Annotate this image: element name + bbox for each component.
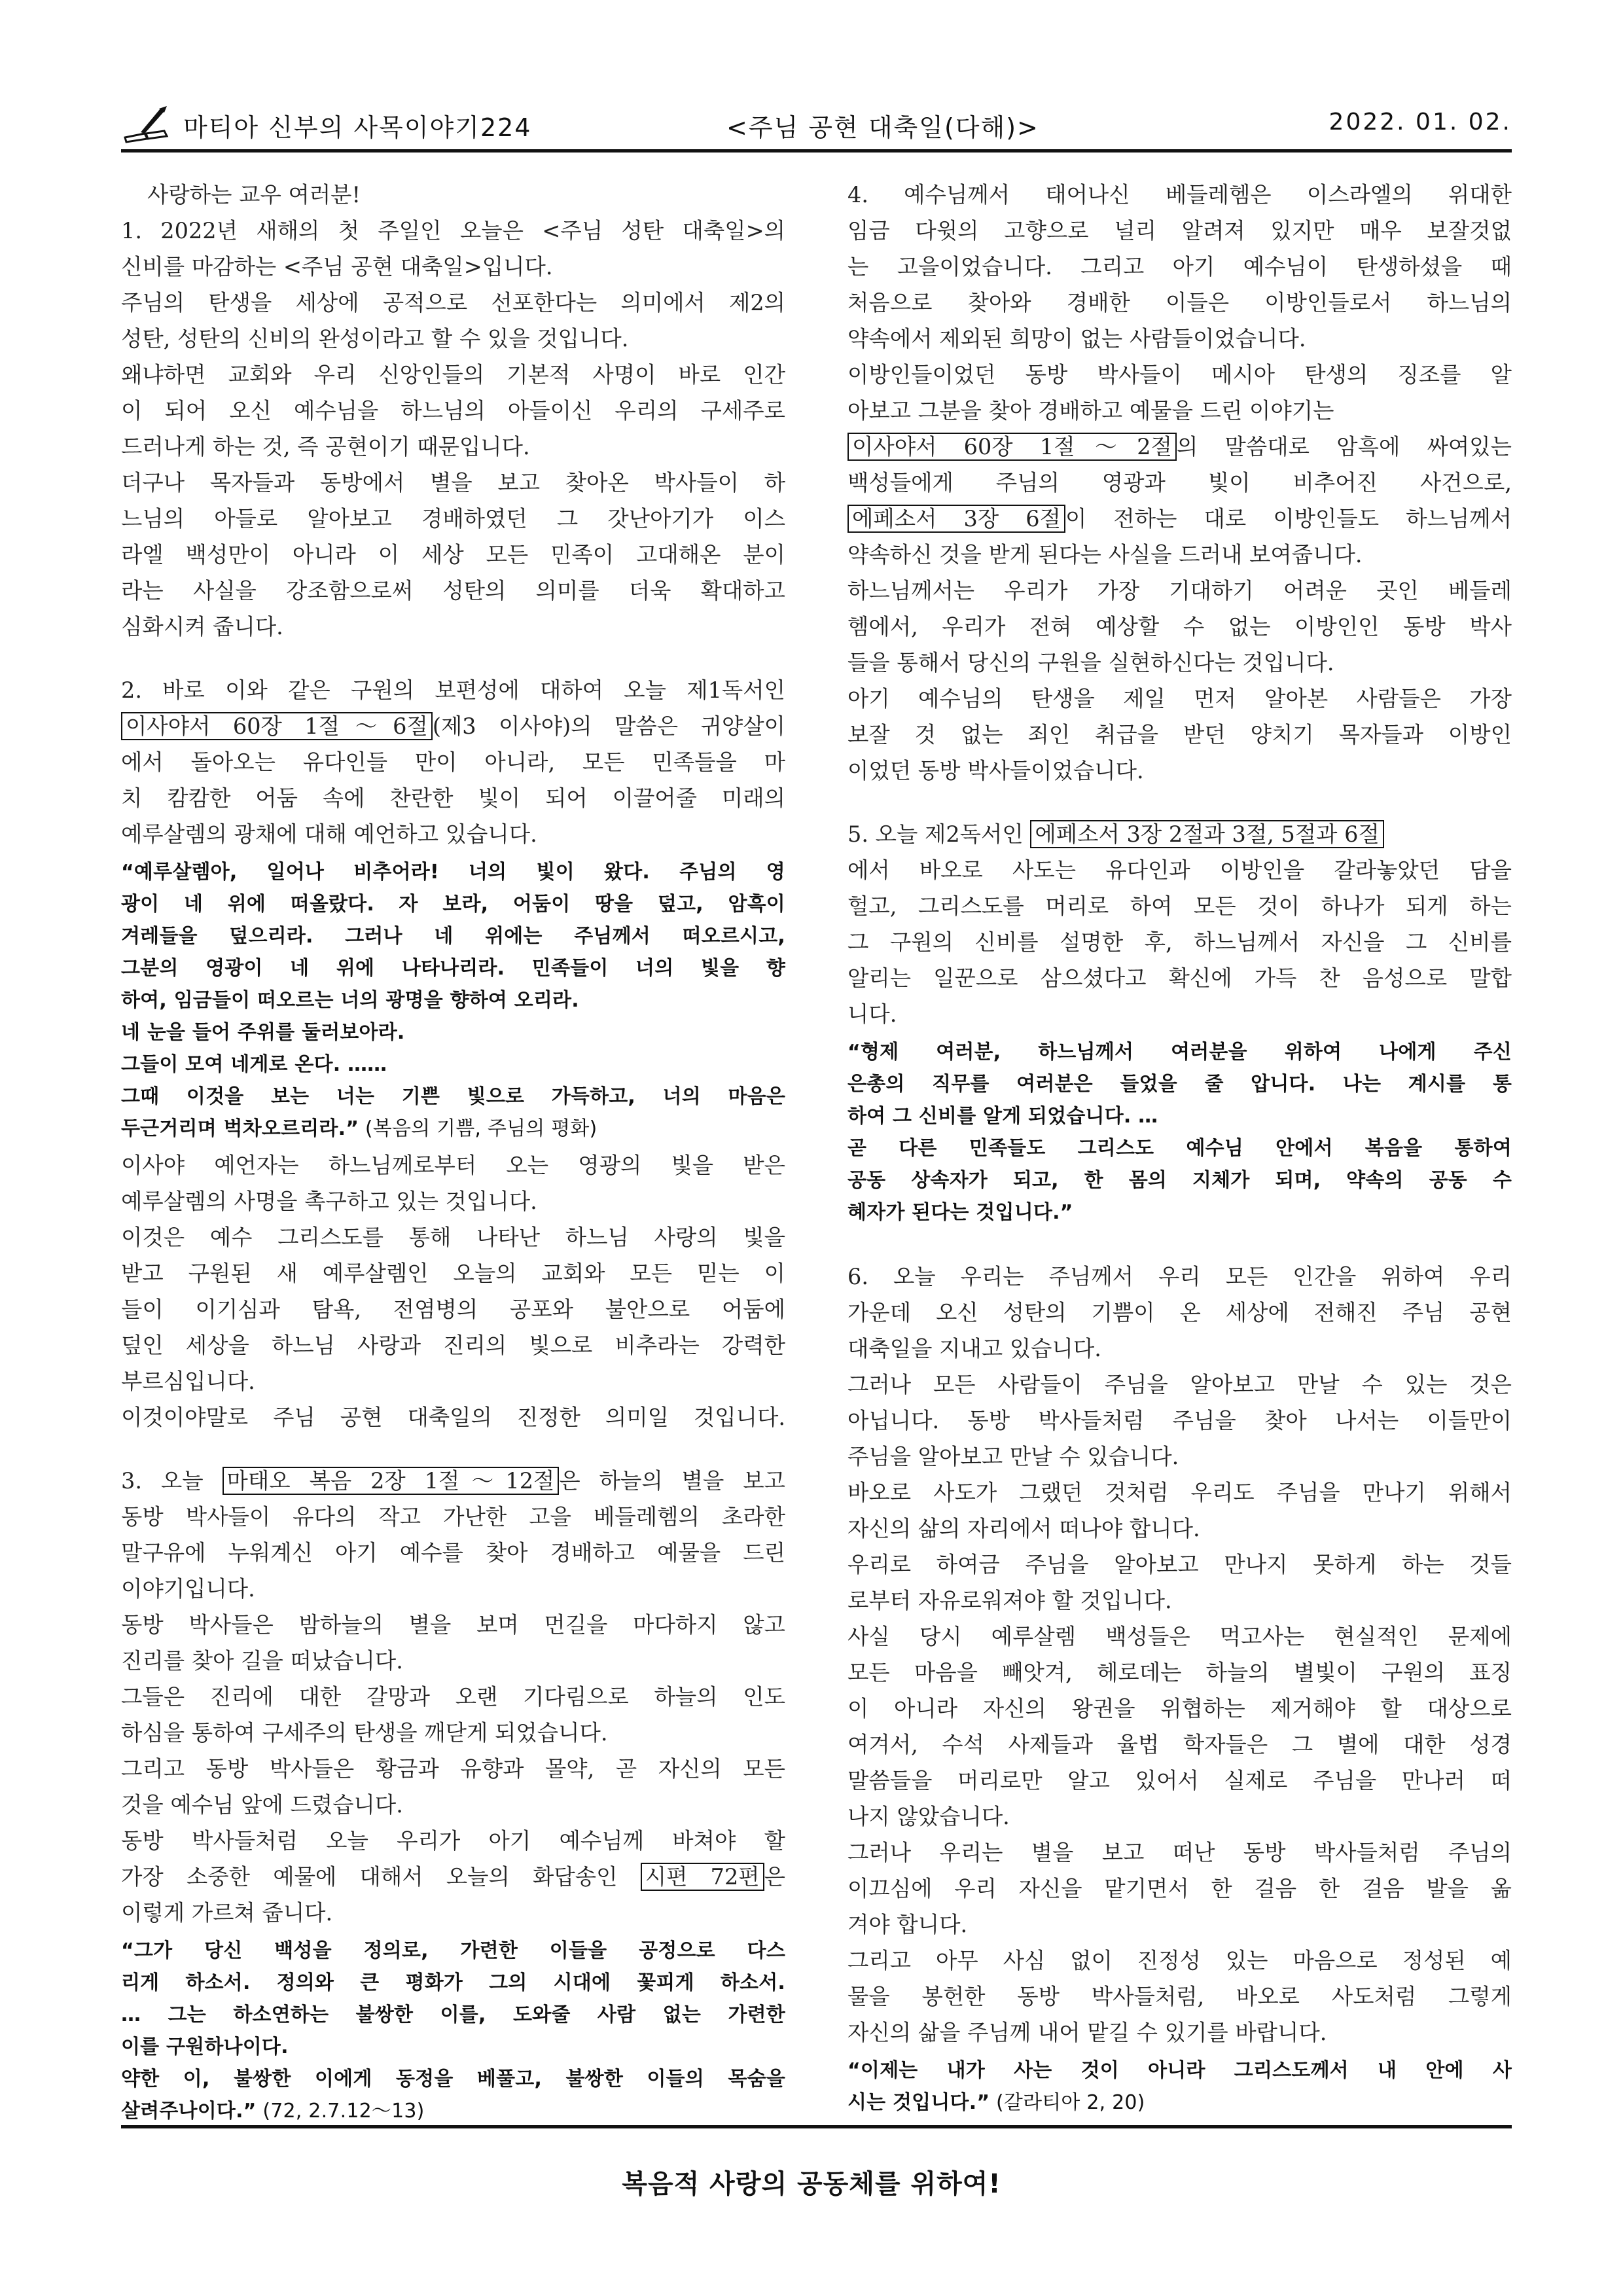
section-1: 1. 2022년 새해의 첫 주일인 오늘은 <주님 성탄 대축일>의 신비를 마감하는 <주님 공현 대축일>입니다. 주님의 탄생을 세상에 공적으로 선포한다는 의미에서 제2의 성탄, 성탄의 신비의 완성이라고 할 수 있을 것입니다. 왜냐하면 교회와 우리 신앙인들의 기본적 사명이 바로 인간 이 되어 오신 예수님을 하느님의 아들이신 우리의 구세주로 드러나게 하는 것, 즉 공현이기 때문입니다. 더구나 목자들과 동방에서 별을 보고 찾아온 박사들이 하 느님의 아들로 알아보고 경배하였던 그 갓난아기가 이스 라엘 백성만이 아니라 이 세상 모든 민족이 고대해온 분이 라는 사실을 강조함으로써 성탄의 의미를 더욱 확대하고 심화시켜 줍니다. — [121, 218, 785, 639]
celebration-title: <주님 공현 대축일(다해)> — [726, 113, 1039, 142]
quote-source: (갈라티아 2, 20) — [990, 2091, 1145, 2114]
section-4: 4. 예수님께서 태어나신 베들레헴은 이스라엘의 위대한 임금 다윗의 고향으로 널리 알려져 있지만 매우 보잘것없 는 고을이었습니다. 그리고 아기 예수님이 탄생하셨을 때 처음으로 찾아와 경배한 이들은 이방인들로서 하느님의 약속에서 제외된 희망이 없는 사람들이었습니다. 이방인들이었던 동방 박사들이 메시아 탄생의 징조를 알 아보고 그분을 찾아 경배하고 예물을 드린 이야기는 이사야서 60장 1절～2절 의 말씀대로 암흑에 싸여있는 백성들에게 주님의 영광과 빛이 비추어진 사건으로, 에페소서 3장 6절 이 전하는 대로 이방인들도 하느님께서 약속하신 것을 받게 된다는 사실을 드러내 보여줍니다. 하느님께서는 우리가 가장 기대하기 어려운 곳인 베들레 헴에서, 우리가 전혀 예상할 수 없는 이방인인 동방 박사 들을 통해서 당신의 구원을 실현하신다는 것입니다. 아기 예수님의 탄생을 제일 먼저 알아본 사람들은 가장 보잘 것 없는 죄인 취급을 받던 양치기 목자들과 이방인 이었던 동방 박사들이었습니다. — [847, 182, 1512, 783]
footer-divider — [121, 2125, 1512, 2128]
right-column — [847, 177, 1512, 2121]
newsletter-title: 마티아 신부의 사목이야기224 — [183, 113, 532, 142]
quote-isaiah: “예루살렘아, 일어나 비추어라! 너의 빛이 왔다. 주님의 영 광이 네 위에 떠올랐다. 자 보라, 어둠이 땅을 덮고, 암흑이 겨레들을 덮으리라. 그러나 네 위에는 주님께서 떠오르시고, 그분의 영광이 네 위에 나타나리라. 민족들이 너의 빛을 향 하여, 임금들이 떠오르는 너의 광명을 향하여 오리라. 네 눈을 들어 주위를 둘러보아라. 그들이 모여 네게로 온다. …… 그때 이것을 보는 너는 기쁜 빛으로 가득하고, 너의 마음은 두근거리며 벅차오르리라.” (복음의 기쁨, 주님의 평화) — [121, 861, 785, 1140]
left-column — [121, 177, 785, 2130]
quote-source: (72, 2.7.12～13) — [256, 2100, 425, 2123]
scripture-ref-ephesians-3-2-6: 에페소서 3장 2절과 3절, 5절과 6절 — [1030, 820, 1383, 848]
scripture-ref-psalm-72: 시편 72편 — [641, 1863, 764, 1891]
scripture-ref-ephesians-3-6: 에페소서 3장 6절 — [847, 505, 1065, 533]
scripture-ref-matthew-2-1-12: 마태오 복음 2장 1절～12절 — [223, 1467, 560, 1495]
page-header — [121, 105, 1512, 144]
issue-date: 2022. 01. 02. — [1329, 109, 1512, 135]
greeting: 사랑하는 교우 여러분! — [147, 182, 361, 207]
quote-psalm: “그가 당신 백성을 정의로, 가련한 이들을 공정으로 다스 리게 하소서. 정의와 큰 평화가 그의 시대에 꽃피게 하소서. … 그는 하소연하는 불쌍한 이를, 도와줄 사람 없는 가련한 이를 구원하나이다. 약한 이, 불쌍한 이에게 동정을 베풀고, 불쌍한 이들의 목숨을 살려주나이다.” (72, 2.7.12～13) — [121, 1939, 785, 2123]
scripture-ref-isaiah-60-1-2: 이사야서 60장 1절～2절 — [847, 433, 1177, 461]
quill-pen-icon — [121, 105, 173, 144]
scripture-ref-isaiah-60-1-6: 이사야서 60장 1절～6절 — [121, 712, 433, 740]
section-5: 5. 오늘 제2독서인 에페소서 3장 2절과 3절, 5절과 6절 에서 바오로 사도는 유다인과 이방인을 갈라놓았던 담을 헐고, 그리스도를 머리로 하여 모든 것이 하나가 되게 하는 그 구원의 신비를 설명한 후, 하느님께서 자신을 그 신비를 알리는 일꾼으로 삼으셨다고 확신에 가득 찬 음성으로 말합 니다. “형제 여러분, 하느님께서 여러분을 위하여 나에게 주신 은총의 직무를 여러분은 들었을 줄 압니다. 나는 계시를 통 하여 그 신비를 알게 되었습니다. … 곧 다른 민족들도 그리스도 예수님 안에서 복음을 통하여 공동 상속자가 되고, 한 몸의 지체가 되며, 약속의 공동 수 혜자가 된다는 것입니다.” — [847, 816, 1512, 1229]
section-6: 6. 오늘 우리는 주님께서 우리 모든 인간을 위하여 우리 가운데 오신 성탄의 기쁨이 온 세상에 전해진 주님 공현 대축일을 지내고 있습니다. 그러나 모든 사람들이 주님을 알아보고 만날 수 있는 것은 아닙니다. 동방 박사들처럼 주님을 찾아 나서는 이들만이 주님을 알아보고 만날 수 있습니다. 바오로 사도가 그랬던 것처럼 우리도 주님을 만나기 위해서 자신의 삶의 자리에서 떠나야 합니다. 우리로 하여금 주님을 알아보고 만나지 못하게 하는 것들 로부터 자유로워져야 할 것입니다. 사실 당시 예루살렘 백성들은 먹고사는 현실적인 문제에 모든 마음을 빼앗겨, 헤로데는 하늘의 별빛이 구원의 표징 이 아니라 자신의 왕권을 위협하는 제거해야 할 대상으로 여겨서, 수석 사제들과 율법 학자들은 그 별에 대한 성경 말씀들을 머리로만 알고 있어서 실제로 주님을 만나러 떠 나지 않았습니다. 그러나 우리는 별을 보고 떠난 동방 박사들처럼 주님의 이끄심에 우리 자신을 맡기면서 한 걸음 한 걸음 발을 옮 겨야 합니다. 그리고 아무 사심 없이 진정성 있는 마음으로 정성된 예 물을 봉헌한 동방 박사들처럼, 바오로 사도처럼 그렇게 자신의 삶을 주님께 내어 맡길 수 있기를 바랍니다. “이제는 내가 사는 것이 아니라 그리스도께서 내 안에 사 시는 것입니다.” (갈라티아 2, 20) — [847, 1259, 1512, 2119]
footer-motto: 복음적 사랑의 공동체를 위하여! — [622, 2169, 1001, 2199]
quote-galatians: “이제는 내가 사는 것이 아니라 그리스도께서 내 안에 사 시는 것입니다.” (갈라티아 2, 20) — [847, 2059, 1512, 2114]
quote-ephesians: “형제 여러분, 하느님께서 여러분을 위하여 나에게 주신 은총의 직무를 여러분은 들었을 줄 압니다. 나는 계시를 통 하여 그 신비를 알게 되었습니다. … 곧 다른 민족들도 그리스도 예수님 안에서 복음을 통하여 공동 상속자가 되고, 한 몸의 지체가 되며, 약속의 공동 수 혜자가 된다는 것입니다.” — [847, 1041, 1512, 1224]
quote-source: (복음의 기쁨, 주님의 평화) — [359, 1117, 597, 1140]
section-2: 2. 바로 이와 같은 구원의 보편성에 대하여 오늘 제1독서인 이사야서 60장 1절～6절 (제3 이사야)의 말씀은 귀양살이 에서 돌아오는 유다인들 만이 아니라, 모든 민족들을 마 치 캄캄한 어둠 속에 찬란한 빛이 되어 이끌어줄 미래의 예루살렘의 광채에 대해 예언하고 있습니다. “예루살렘아, 일어나 비추어라! 너의 빛이 왔다. 주님의 영 광이 네 위에 떠올랐다. 자 보라, 어둠이 땅을 덮고, 암흑이 겨레들을 덮으리라. 그러나 네 위에는 주님께서 떠오르시고, 그분의 영광이 네 위에 나타나리라. 민족들이 너의 빛을 향 하여, 임금들이 떠오르는 너의 광명을 향하여 오리라. 네 눈을 들어 주위를 둘러보아라. 그들이 모여 네게로 온다. …… 그때 이것을 보는 너는 기쁜 빛으로 가득하고, 너의 마음은 두근거리며 벅차오르리라.” (복음의 기쁨, 주님의 평화) 이사야 예언자는 하느님께로부터 오는 영광의 빛을 받은 예루살렘의 사명을 촉구하고 있는 것입니다. 이것은 예수 그리스도를 통해 나타난 하느님 사랑의 빛을 받고 구원된 새 예루살렘인 오늘의 교회와 모든 믿는 이 들이 이기심과 탐욕, 전염병의 공포와 불안으로 어둠에 덮인 세상을 하느님 사랑과 진리의 빛으로 비추라는 강력한 부르심입니다. 이것이야말로 주님 공현 대축일의 진정한 의미일 것입니다. — [121, 677, 785, 1430]
header-divider — [121, 149, 1512, 152]
section-3: 3. 오늘 마태오 복음 2장 1절～12절 은 하늘의 별을 보고 동방 박사들이 유다의 작고 가난한 고을 베들레헴의 초라한 말구유에 누워계신 아기 예수를 찾아 경배하고 예물을 드린 이야기입니다. 동방 박사들은 밤하늘의 별을 보며 먼길을 마다하지 않고 진리를 찾아 길을 떠났습니다. 그들은 진리에 대한 갈망과 오랜 기다림으로 하늘의 인도 하심을 통하여 구세주의 탄생을 깨닫게 되었습니다. 그리고 동방 박사들은 황금과 유향과 몰약, 곧 자신의 모든 것을 예수님 앞에 드렸습니다. 동방 박사들처럼 오늘 우리가 아기 예수님께 바쳐야 할 가장 소중한 예물에 대해서 오늘의 화답송인 시편 72편 은 이렇게 가르쳐 줍니다. “그가 당신 백성을 정의로, 가련한 이들을 공정으로 다스 리게 하소서. 정의와 큰 평화가 그의 시대에 꽃피게 하소서. … 그는 하소연하는 불쌍한 이를, 도와줄 사람 없는 가련한 이를 구원하나이다. 약한 이, 불쌍한 이에게 동정을 베풀고, 불쌍한 이들의 목숨을 살려주나이다.” (72, 2.7.12～13) — [121, 1463, 785, 2127]
